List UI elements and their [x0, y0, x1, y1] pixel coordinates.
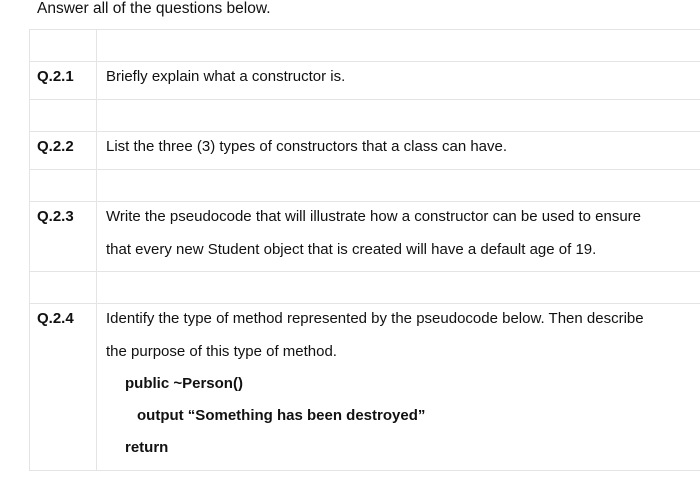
pseudocode-line: public ~Person()	[125, 375, 243, 392]
questions-table	[29, 29, 700, 471]
question-line: that every new Student object that is created will have a default age of 19.	[106, 241, 597, 258]
question-text	[97, 202, 700, 272]
question-line: Identify the type of method represented by the pseudocode below. Then describe	[106, 310, 644, 327]
question-row-2-4	[30, 304, 700, 471]
table-spacer-row	[30, 30, 700, 62]
question-text	[97, 132, 700, 170]
question-number: Q.2.2	[30, 132, 97, 170]
pseudocode-line: output “Something has been destroyed”	[137, 407, 426, 424]
question-row-2-2	[30, 132, 700, 170]
question-text	[97, 304, 700, 471]
question-row-2-1	[30, 62, 700, 100]
question-line: Write the pseudocode that will illustrate how a constructor can be used to ensure	[106, 208, 642, 225]
question-text	[97, 62, 700, 100]
instructions-heading: Answer all of the questions below.	[37, 0, 271, 17]
question-row-2-3	[30, 202, 700, 272]
question-number: Q.2.1	[30, 62, 97, 100]
question-line: Briefly explain what a constructor is.	[106, 68, 346, 85]
question-number: Q.2.4	[30, 304, 97, 471]
question-line: the purpose of this type of method.	[106, 343, 337, 360]
question-number: Q.2.3	[30, 202, 97, 272]
table-spacer-row	[30, 272, 700, 304]
pseudocode-line: return	[125, 439, 169, 456]
table-spacer-row	[30, 170, 700, 202]
question-line: List the three (3) types of constructors that a class can have.	[106, 138, 508, 155]
table-spacer-row	[30, 100, 700, 132]
